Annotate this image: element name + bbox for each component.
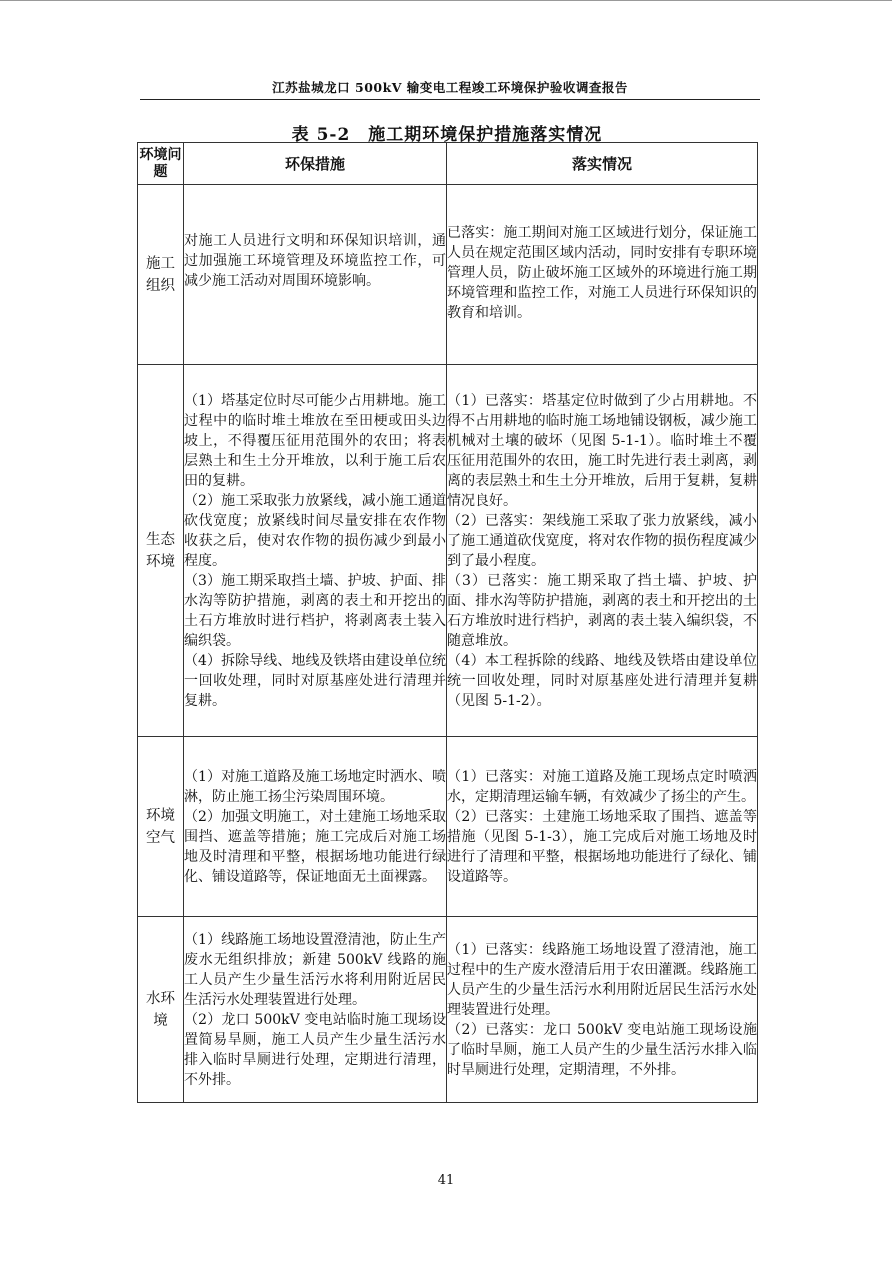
table-title: 表 5-2 施工期环境保护措施落实情况 (291, 125, 603, 145)
env-issue-cell (138, 737, 184, 917)
measure-paragraph: （2）龙口 500kV 变电站临时施工现场设置简易旱厕，施工人员产生少量生活污水排入临时旱厕进行处理，定期进行清理，不外排。 (184, 1011, 446, 1088)
status-paragraph: （2）已落实：架线施工采取了张力放紧线，减小了施工通道砍伐宽度，将对农作物的损伤程度减少到了最小程度。 (447, 512, 757, 569)
report-header-title: 江苏盐城龙口 500kV 输变电工程竣工环境保护验收调查报告 (272, 80, 628, 95)
status-cell (447, 365, 758, 737)
table-row (138, 365, 758, 737)
table-row (138, 185, 758, 365)
table-row (138, 737, 758, 917)
table-header-row (138, 143, 758, 185)
status-paragraph: （1）已落实：对施工道路及施工现场点定时喷洒水，定期清理运输车辆，有效减少了扬尘的产生。 (447, 768, 757, 805)
measure-paragraph: （3）施工期采取挡土墙、护坡、护面、排水沟等防护措施，剥离的表土和开挖出的土石方堆放时进行档护，将剥离表土装入编织袋。 (184, 572, 446, 649)
status-paragraph: （2）已落实：土建施工场地采取了围挡、遮盖等措施（见图 5-1-3），施工完成后对施工场地及时进行了清理和平整，根据场地功能进行了绿化、铺设道路等。 (447, 808, 757, 885)
status-paragraph: （3）已落实：施工期采取了挡土墙、护坡、护面、排水沟等防护措施，剥离的表土和开挖出的土石方堆放时进行档护，剥离的表土装入编织袋，不随意堆放。 (447, 572, 757, 649)
status-paragraph: （4）本工程拆除的线路、地线及铁塔由建设单位统一回收处理，同时对原基座处进行清理并复耕（见图 5-1-2）。 (447, 652, 757, 709)
status-cell (447, 185, 758, 365)
env-issue-label: 环境空气 (146, 807, 175, 846)
measures-cell (184, 737, 447, 917)
status-cell (447, 917, 758, 1103)
measure-paragraph: （4）拆除导线、地线及铁塔由建设单位统一回收处理，同时对原基座处进行清理并复耕。 (184, 652, 446, 709)
env-issue-label: 生态环境 (146, 531, 175, 570)
env-issue-cell (138, 917, 184, 1103)
measure-paragraph: （2）施工采取张力放紧线，减小施工通道砍伐宽度；放紧线时间尽量安排在农作物收获之后，使对农作物的损伤减少到最小程度。 (184, 492, 446, 569)
status-paragraph: 已落实：施工期间对施工区域进行划分，保证施工人员在规定范围区域内活动，同时安排有专职环境管理人员，防止破坏施工区域外的环境进行施工期环境管理和监控工作，对施工人员进行环保知识的教育和培训。 (447, 225, 757, 321)
measure-paragraph: （1）塔基定位时尽可能少占用耕地。施工过程中的临时堆土堆放在至田梗或田头边坡上，不得覆压征用范围外的农田；将表层熟土和生土分开堆放，以利于施工后农田的复耕。 (184, 392, 446, 489)
table-row (138, 917, 758, 1103)
status-cell (447, 737, 758, 917)
status-paragraph: （1）已落实：塔基定位时做到了少占用耕地。不得不占用耕地的临时施工场地铺设钢板，减少施工机械对土壤的破坏（见图 5-1-1）。临时堆土不覆压征用范围外的农田，施工时先进行表土剥离，剥离的表层熟土和生土分开堆放，后用于复耕，复耕情况良好。 (447, 392, 757, 509)
column-header-status: 落实情况 (447, 143, 758, 185)
env-issue-cell (138, 365, 184, 737)
top-border-line (0, 0, 892, 1)
measures-cell (184, 917, 447, 1103)
column-header-measures: 环保措施 (184, 143, 447, 185)
header-divider (140, 99, 760, 100)
measure-paragraph: 对施工人员进行文明和环保知识培训，通过加强施工环境管理及环境监控工作，可减少施工活动对周围环境影响。 (184, 233, 446, 289)
status-paragraph: （2）已落实：龙口 500kV 变电站施工现场设施了临时旱厕，施工人员产生的少量生活污水排入临时旱厕进行处理，定期清理，不外排。 (447, 1021, 757, 1078)
env-issue-label: 施工组织 (146, 255, 175, 294)
environmental-measures-table (137, 142, 758, 1103)
status-paragraph: （1）已落实：线路施工场地设置了澄清池，施工过程中的生产废水澄清后用于农田灌溉。线路施工人员产生的少量生活污水利用附近居民生活污水处理装置进行处理。 (447, 941, 757, 1018)
page-number: 41 (437, 1173, 455, 1188)
column-header-env-issue: 环境问题 (138, 143, 184, 185)
measure-paragraph: （1）线路施工场地设置澄清池，防止生产废水无组织排放；新建 500kV 线路的施工人员产生少量生活污水将利用附近居民生活污水处理装置进行处理。 (184, 931, 446, 1008)
measure-paragraph: （1）对施工道路及施工场地定时洒水、喷淋，防止施工扬尘污染周围环境。 (184, 768, 446, 805)
env-issue-cell (138, 185, 184, 365)
measure-paragraph: （2）加强文明施工，对土建施工场地采取围挡、遮盖等措施；施工完成后对施工场地及时清理和平整，根据场地功能进行绿化、铺设道路等，保证地面无土面裸露。 (184, 808, 446, 885)
measures-cell (184, 185, 447, 365)
env-issue-label: 水环境 (146, 990, 175, 1029)
measures-cell (184, 365, 447, 737)
